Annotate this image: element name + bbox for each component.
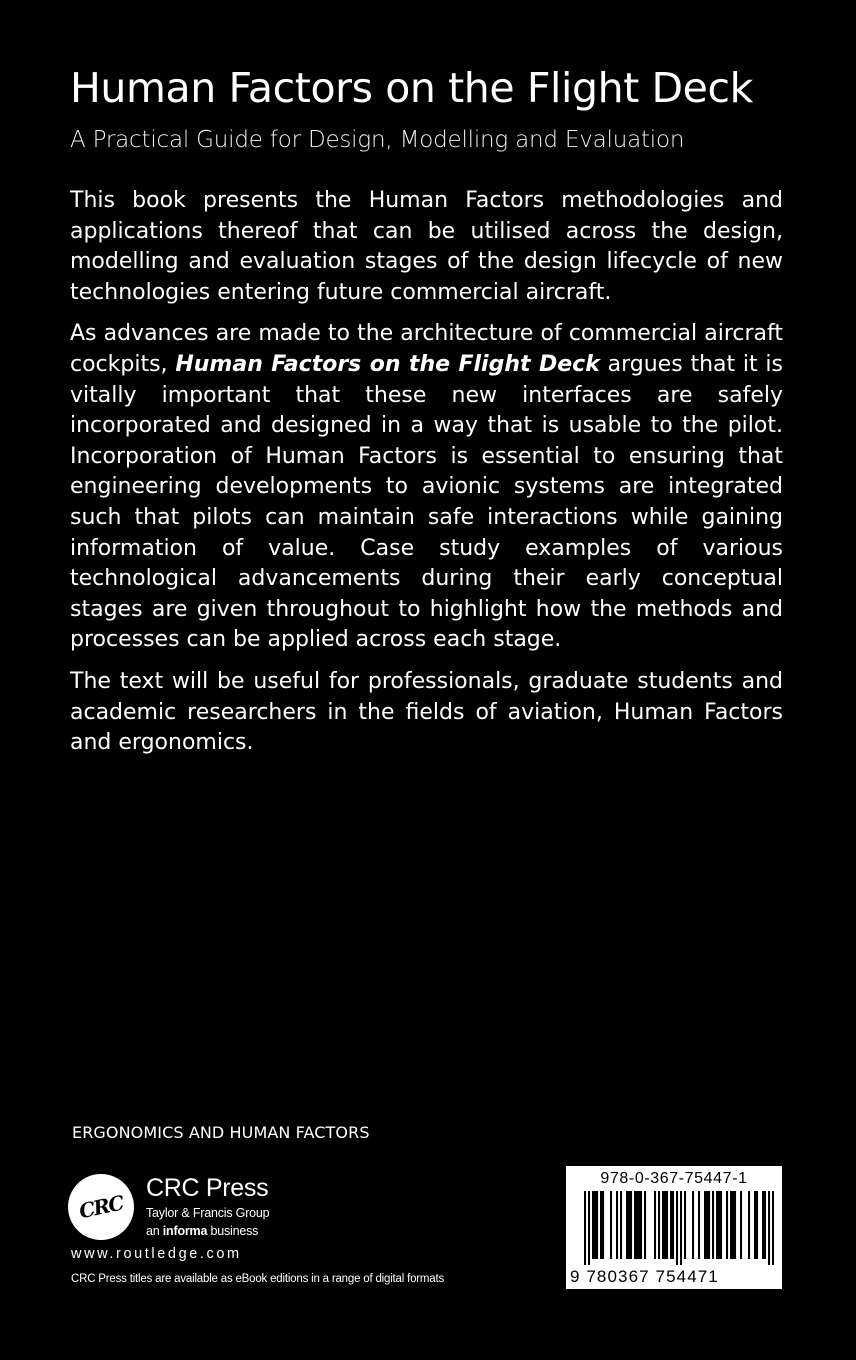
barcode-bar [602, 1191, 604, 1259]
business-suffix: business [207, 1224, 259, 1238]
barcode-bar [610, 1191, 612, 1259]
barcode-bar [720, 1191, 722, 1259]
barcode-bar [670, 1191, 672, 1259]
barcode-bar [706, 1191, 708, 1259]
publisher-block [68, 1172, 269, 1242]
business-informa: informa [162, 1224, 208, 1238]
barcode-bar [692, 1191, 694, 1259]
barcode-bar [718, 1191, 720, 1259]
barcode-bar [768, 1191, 770, 1265]
book-title: Human Factors on the Flight Deck [70, 64, 753, 112]
barcode-bar [630, 1191, 632, 1259]
barcode-bar [680, 1191, 682, 1265]
description-paragraph-1: This book presents the Human Factors methodologies and applications thereof that can be utilised across the design, modelling and evaluation stages of the design lifecycle of new technologies entering future commercial aircraft. [70, 188, 783, 305]
barcode-bar [620, 1191, 622, 1259]
book-description [70, 186, 783, 770]
publisher-group: Taylor & Francis Group [146, 1206, 270, 1220]
description-title-emphasis: Human Factors on the Flight Deck [175, 351, 600, 377]
barcode-bar [594, 1191, 596, 1259]
publisher-business [146, 1222, 269, 1240]
barcode-bars-icon [584, 1191, 774, 1265]
ean-digits: 9 780367 754471 [570, 1267, 719, 1286]
barcode-bar [592, 1191, 594, 1259]
barcode-bar [664, 1191, 666, 1259]
series-label: ERGONOMICS AND HUMAN FACTORS [72, 1123, 370, 1142]
publisher-text [146, 1174, 269, 1240]
book-subtitle: A Practical Guide for Design, Modelling and Evaluation [70, 127, 685, 153]
barcode-bar [756, 1191, 758, 1259]
barcode-bar [588, 1191, 590, 1265]
barcode-bar [636, 1191, 638, 1259]
barcode-bar [596, 1191, 598, 1259]
barcode-bar [626, 1191, 628, 1259]
barcode-bar [666, 1191, 668, 1259]
barcode-bar [638, 1191, 640, 1259]
description-p2-end: argues that it is vitally important that these new interfaces are safely incorporated and designed in a way that is usable to the pilot. Incorporation of Human Factors is essential to ensuring that engineering developments to avionic systems are integrated such that pilots can maintain safe interactions while gaining information of value. Case study examples of various technological advancements during their early conceptual stages are given throughout to highlight how the methods and processes can be applied across each stage. [70, 351, 783, 653]
isbn-barcode [566, 1166, 782, 1289]
barcode-bar [716, 1191, 718, 1259]
barcode-bar [628, 1191, 630, 1259]
barcode-bar [732, 1191, 734, 1259]
description-p2-start: As advances are made to the architecture of commercial aircraft cockpits, [70, 321, 783, 377]
description-paragraph-2 [70, 319, 783, 656]
barcode-bar [762, 1191, 764, 1259]
barcode-bar [748, 1191, 750, 1259]
barcode-bar [600, 1191, 602, 1259]
isbn-label: 978-0-367-75447-1 [600, 1170, 748, 1187]
barcode-bar [634, 1191, 636, 1259]
barcode-bar [740, 1191, 742, 1259]
crc-logo-text: CRC [77, 1190, 125, 1224]
barcode-bar [698, 1191, 700, 1259]
barcode-bar [662, 1191, 664, 1259]
barcode-bar [730, 1191, 732, 1259]
barcode-bar [772, 1191, 774, 1265]
barcode-bar [708, 1191, 710, 1259]
barcode-bar [616, 1191, 618, 1259]
barcode-bar [654, 1191, 656, 1259]
barcode-bar [658, 1191, 660, 1259]
barcode-bar [684, 1191, 686, 1259]
barcode-bar [726, 1191, 728, 1259]
barcode-bar [754, 1191, 756, 1259]
ebook-availability-note: CRC Press titles are available as eBook editions in a range of digital formats [71, 1273, 445, 1285]
description-paragraph-3: The text will be useful for professionals, graduate students and academic researchers in the fields of aviation, Human Factors and ergonomics. [70, 668, 783, 756]
business-prefix: an [146, 1224, 163, 1238]
crc-logo-icon [68, 1174, 134, 1240]
publisher-name: CRC Press [146, 1174, 269, 1202]
barcode-bar [712, 1191, 714, 1259]
barcode-bar [734, 1191, 736, 1259]
barcode-bar [644, 1191, 646, 1259]
publisher-website[interactable]: www.routledge.com [71, 1246, 242, 1262]
barcode-bar [764, 1191, 766, 1259]
barcode-bar [672, 1191, 674, 1259]
barcode-bar [704, 1191, 706, 1259]
barcode-bar [584, 1191, 586, 1265]
barcode-bar [676, 1191, 678, 1265]
barcode-bar [640, 1191, 642, 1259]
